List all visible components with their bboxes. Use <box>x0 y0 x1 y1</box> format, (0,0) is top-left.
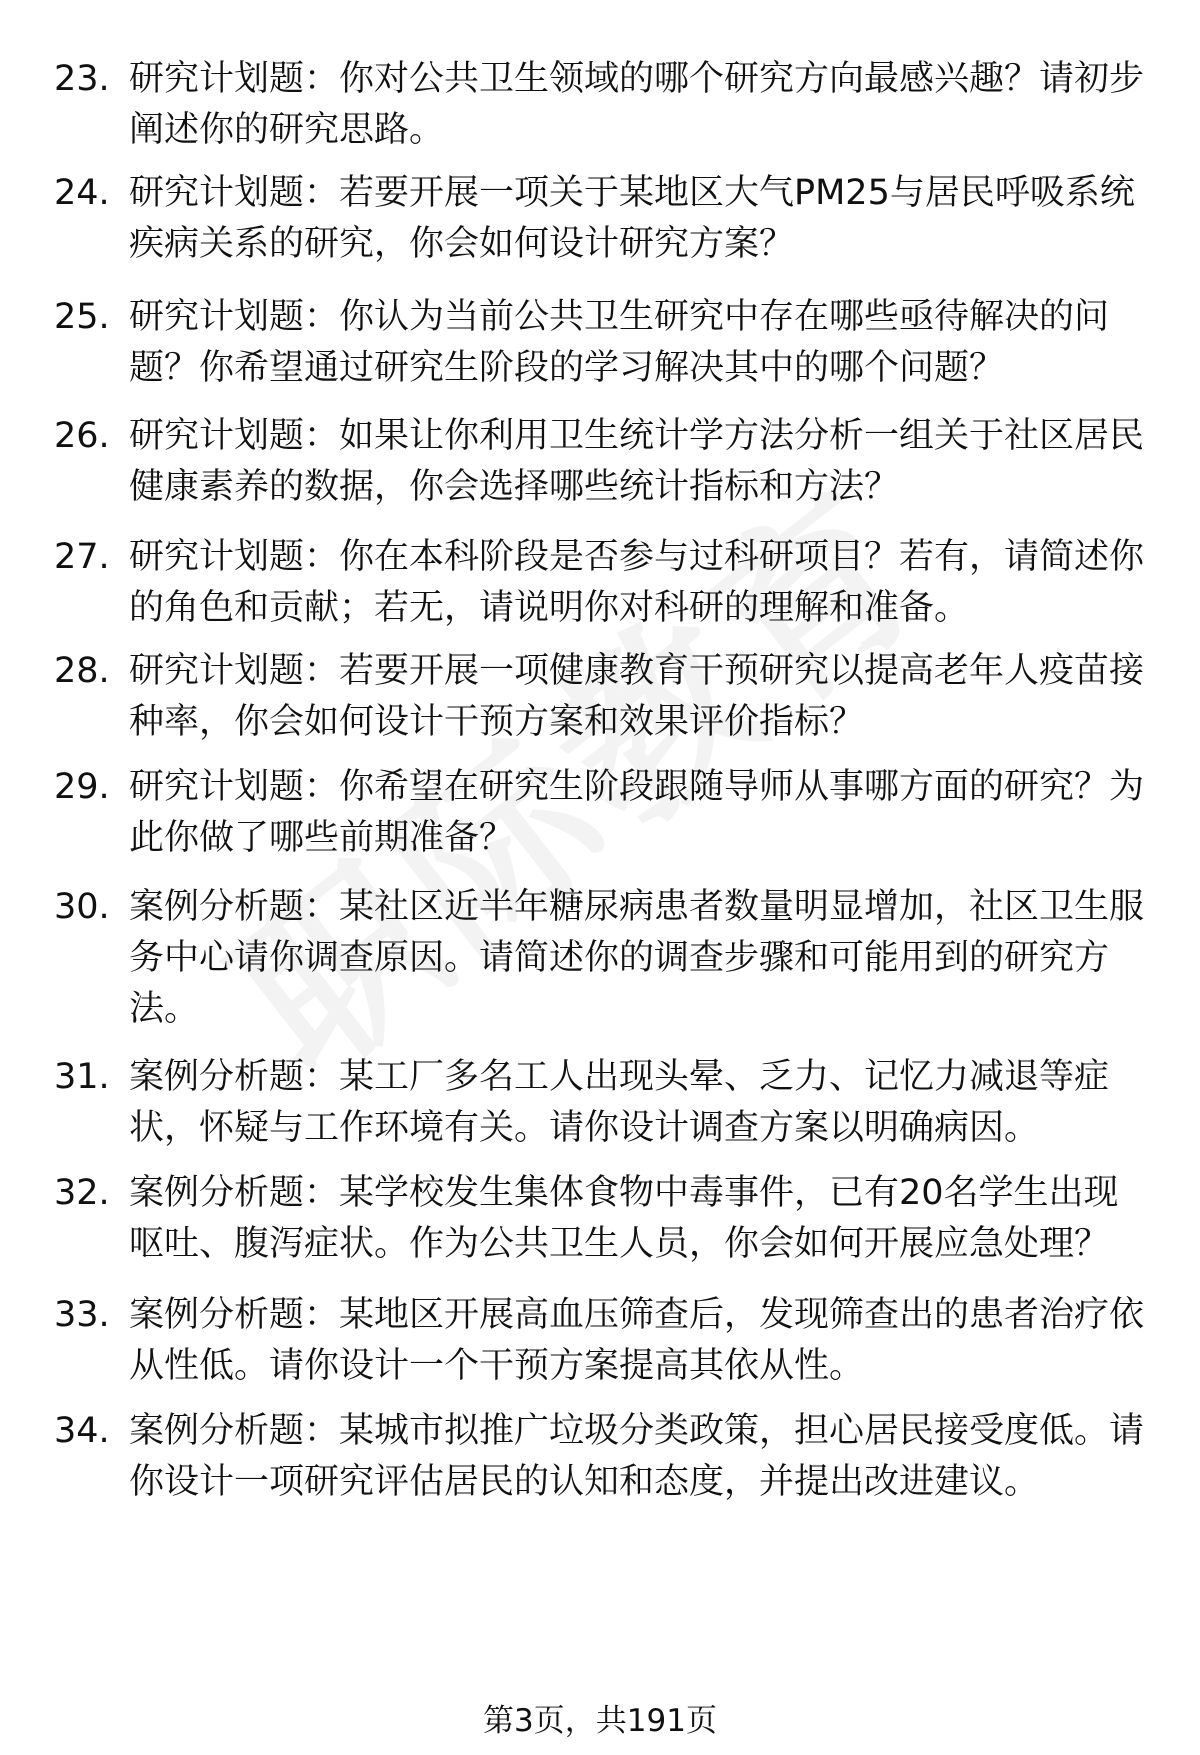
question-text: 研究计划题：你对公共卫生领域的哪个研究方向最感兴趣？请初步阐述你的研究思路。 <box>129 59 1145 150</box>
question-number: 29. <box>54 767 110 807</box>
question-number: 33. <box>54 1295 110 1335</box>
question-text: 研究计划题：如果让你利用卫生统计学方法分析一组关于社区居民健康素养的数据，你会选择哪些统计指标和方法？ <box>129 416 1145 507</box>
question-number: 34. <box>54 1411 110 1451</box>
question-number: 27. <box>54 537 110 577</box>
question-text: 研究计划题：你认为当前公共卫生研究中存在哪些亟待解决的问题？你希望通过研究生阶段的学习解决其中的哪个问题？ <box>129 297 1110 388</box>
question-text: 案例分析题：某工厂多名工人出现头晕、乏力、记忆力减退等症状，怀疑与工作环境有关。请你设计调查方案以明确病因。 <box>129 1057 1110 1148</box>
question-text: 案例分析题：某地区开展高血压筛查后，发现筛查出的患者治疗依从性低。请你设计一个干预方案提高其依从性。 <box>129 1295 1145 1386</box>
question-number: 30. <box>54 887 110 927</box>
question-number: 26. <box>54 416 110 456</box>
question-text: 案例分析题：某学校发生集体食物中毒事件，已有20名学生出现呕吐、腹泻症状。作为公共卫生人员，你会如何开展应急处理？ <box>129 1173 1119 1264</box>
question-text: 案例分析题：某社区近半年糖尿病患者数量明显增加，社区卫生服务中心请你调查原因。请简述你的调查步骤和可能用到的研究方法。 <box>129 887 1145 1029</box>
question-text: 研究计划题：你在本科阶段是否参与过科研项目？若有，请简述你的角色和贡献；若无，请说明你对科研的理解和准备。 <box>129 537 1145 628</box>
question-text: 研究计划题：你希望在研究生阶段跟随导师从事哪方面的研究？为此你做了哪些前期准备？ <box>129 767 1145 858</box>
question-number: 23. <box>54 59 110 99</box>
question-text: 研究计划题：若要开展一项健康教育干预研究以提高老年人疫苗接种率，你会如何设计干预方案和效果评价指标？ <box>129 651 1145 742</box>
page-footer: 第3页，共191页 <box>483 1703 717 1739</box>
question-number: 28. <box>54 651 110 691</box>
question-number: 31. <box>54 1057 110 1097</box>
question-number: 24. <box>54 173 110 213</box>
question-text: 案例分析题：某城市拟推广垃圾分类政策，担心居民接受度低。请你设计一项研究评估居民的认知和态度，并提出改进建议。 <box>129 1411 1145 1502</box>
question-number: 32. <box>54 1173 110 1213</box>
question-number: 25. <box>54 297 110 337</box>
question-text: 研究计划题：若要开展一项关于某地区大气PM25与居民呼吸系统疾病关系的研究，你会如何设计研究方案？ <box>129 173 1135 264</box>
